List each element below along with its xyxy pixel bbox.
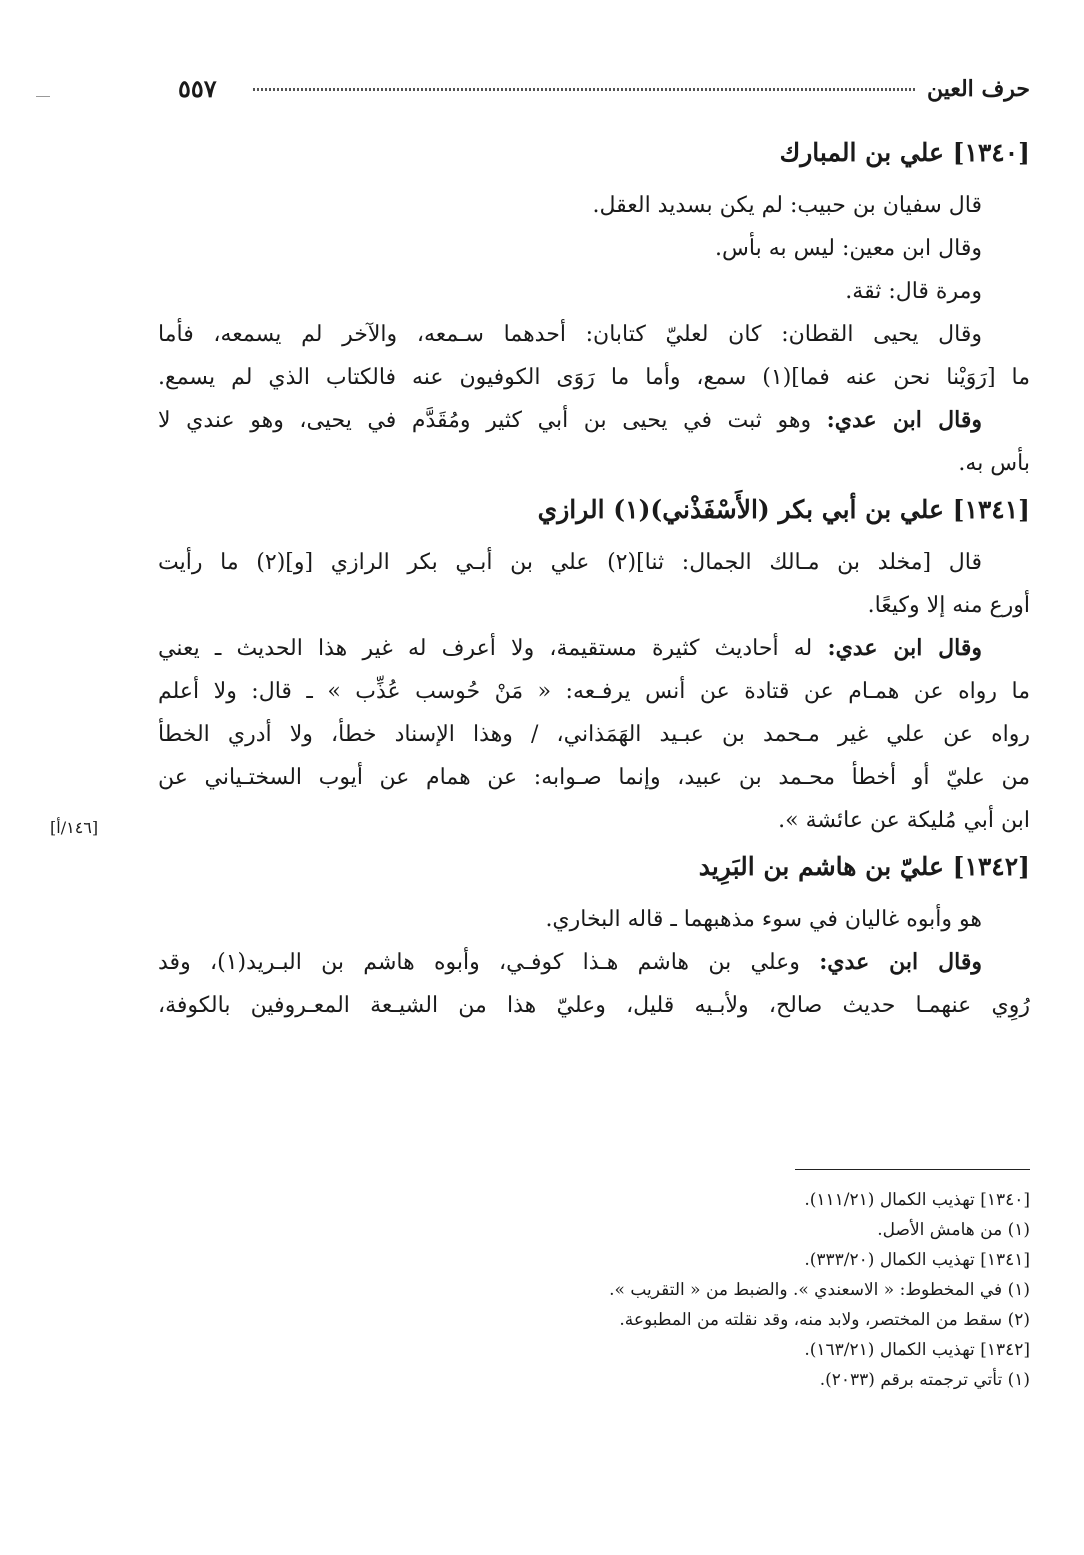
text-line	[158, 941, 1030, 984]
text-line	[158, 184, 1030, 227]
text-line	[158, 756, 1030, 799]
footnote-separator	[795, 1169, 1030, 1170]
text-line	[158, 713, 1030, 756]
line-text: قال [مخلد بن مـالك الجمال: ثنا](٢) علي بن أبـي بكر الرازي [و](٢) ما رأيت	[158, 550, 982, 575]
main-text	[158, 128, 1030, 1027]
line-text: [١٣٤٠] علي بن المبارك	[779, 138, 1030, 167]
text-line	[158, 399, 1030, 442]
header-dotted-rule	[253, 88, 915, 91]
running-header	[158, 70, 1030, 110]
line-text: من عليّ أو أخطأ محـمد بن عبيد، وإنما صـوابه: عن همام عن أيوب السختـياني عن	[158, 765, 1030, 790]
chapter-title: حرف العين	[926, 76, 1030, 102]
text-line	[158, 670, 1030, 713]
footnote: (١) في المخطوط: « الاسعندي ». والضبط من « التقريب ».	[609, 1280, 1030, 1300]
text-line	[158, 584, 1030, 627]
page-number: ٥٥٧	[178, 74, 217, 103]
line-text: [١٣٤١] علي بن أبي بكر (الأَسْفَذْني)(١) الرازي	[537, 495, 1030, 524]
footnote: (١) من هامش الأصل.	[877, 1220, 1030, 1240]
manuscript-folio-ref: [١٤٦/أ]	[50, 818, 99, 837]
text-line	[158, 356, 1030, 399]
footnotes	[300, 1185, 1030, 1395]
footnote: (١) تأتي ترجمته برقم (٢٠٣٣).	[819, 1370, 1030, 1390]
line-text: وعلي بن هاشم هـذا كوفـي، وأبوه هاشم بن البـريد(١)، وقد	[158, 950, 820, 975]
footnote: (٢) سقط من المختصر، ولابد منه، وقد نقلته من المطبوعة.	[619, 1310, 1030, 1330]
line-text: وقال ابن معين: ليس به بأس.	[715, 236, 982, 261]
text-line	[158, 313, 1030, 356]
line-text: أورع منه إلا وكيعًا.	[867, 593, 1030, 618]
text-line	[158, 270, 1030, 313]
line-text: ما رواه عن همـام عن قتادة عن أنس يرفـعه: « مَنْ حُوسب عُذِّب » ـ قال: ولا أعلم	[158, 679, 1030, 704]
footnote: [١٣٤١] تهذيب الكمال (٣٣٣/٢٠).	[804, 1250, 1030, 1270]
speaker-label: وقال ابن عدي:	[827, 635, 982, 661]
line-text: هو وأبوه غاليان في سوء مذهبهما ـ قاله البخاري.	[545, 907, 982, 932]
line-text: ومرة قال: ثقة.	[845, 279, 982, 304]
line-text: ما [رَوَيْنا نحن عنه فما](١) سمع، وأما ما رَوَى الكوفيون عنه فالكتاب الذي لم يسمع.	[158, 365, 1030, 390]
text-line	[158, 898, 1030, 941]
line-text: رُوِي عنهمـا حديث صالح، ولأبـيه قليل، وعليّ هذا من الشيـعة المعـروفين بالكوفة،	[158, 993, 1030, 1018]
line-text: وهو ثبت في يحيى بن أبي كثير ومُقَدَّم في يحيى، وهو عندي لا	[158, 408, 827, 433]
line-text: وقال يحيى القطان: كان لعليّ كتابان: أحدهما سـمعه، والآخر لم يسمعه، فأما	[158, 322, 982, 347]
corner-mark	[36, 96, 50, 97]
text-line	[158, 627, 1030, 670]
text-line	[158, 799, 1030, 842]
line-text: قال سفيان بن حبيب: لم يكن بسديد العقل.	[592, 193, 982, 218]
footnote: [١٣٤٢] تهذيب الكمال (١٦٣/٢١).	[804, 1340, 1030, 1360]
entry-heading	[158, 485, 1030, 541]
entry-heading	[158, 842, 1030, 898]
line-text: ابن أبي مُليكة عن عائشة ».	[778, 808, 1030, 833]
text-line	[158, 227, 1030, 270]
line-text: بأس به.	[958, 451, 1030, 476]
text-line	[158, 442, 1030, 485]
text-line	[158, 984, 1030, 1027]
footnote: [١٣٤٠] تهذيب الكمال (١١١/٢١).	[804, 1190, 1030, 1210]
speaker-label: وقال ابن عدي:	[819, 949, 982, 975]
line-text: رواه عن علي غير مـحمد بن عبـيد الهَمَذاني، / وهذا الإسناد خطأ، ولا أدري الخطأ	[158, 722, 1030, 747]
line-text: له أحاديث كثيرة مستقيمة، ولا أعرف له غير هذا الحديث ـ يعني	[158, 636, 828, 661]
text-line	[158, 541, 1030, 584]
speaker-label: وقال ابن عدي:	[826, 407, 982, 433]
entry-heading	[158, 128, 1030, 184]
line-text: [١٣٤٢] عليّ بن هاشم بن البَرِيد	[698, 852, 1030, 881]
